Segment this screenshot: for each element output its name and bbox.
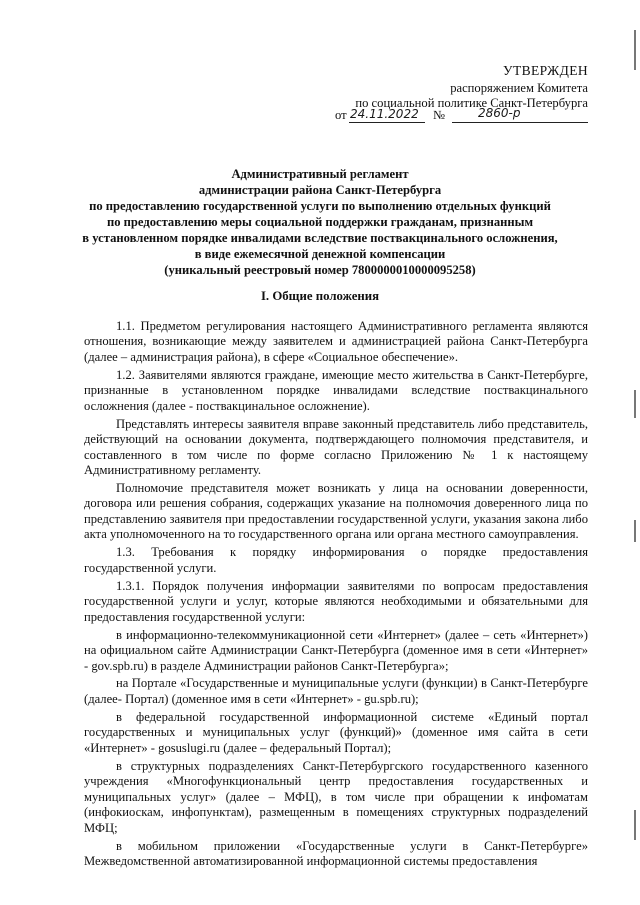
paragraph-portal: на Портале «Государственные и муниципальные услуги (функции) в Санкт-Петербурге (далее- Портал) (доменное имя в сети «Интернет» - gu.spb.ru); [84, 676, 588, 706]
paragraph-mobile-app: в мобильном приложении «Государственные услуги в Санкт-Петербурге» Межведомственной автоматизированной информационной системы предоставления [84, 838, 588, 868]
paragraph-federal-portal: в федеральной государственной информационной системе «Единый портал государственных и муниципальных услуг (функций)» (доменное имя сайта в сети «Интернет» - gosuslugi.ru (далее – федеральный Портал); [84, 709, 588, 755]
scan-edge-mark [634, 390, 636, 418]
paragraph-internet: в информационно-телекоммуникационной сети «Интернет» (далее – сеть «Интернет») на официальном сайте Администрации Санкт-Петербурга (доменное имя в сети «Интернет» - gov.spb.ru) в разделе Администрации районов Санкт-Петербурга»; [84, 627, 588, 673]
paragraph-1-1: 1.1. Предметом регулирования настоящего Административного регламента являются отношения, возникающие между заявителем и администрацией района Санкт-Петербурга (далее – администрация района), в сфере «Социальное обеспечение». [84, 319, 588, 364]
title-line-7: (уникальный реестровый номер 7800000010000095258) [164, 263, 476, 277]
scan-edge-mark [634, 30, 636, 70]
approval-title: УТВЕРЖДЕН [503, 63, 588, 78]
title-line-1: Административный регламент [231, 167, 409, 181]
title-line-3: по предоставлению государственной услуги по выполнению отдельных функций [89, 199, 551, 213]
title-line-4: по предоставлению меры социальной поддержки гражданам, признанным [106, 215, 534, 229]
document-body [84, 319, 588, 872]
approval-date-handwritten: 24.11.2022 [350, 107, 419, 121]
approval-line-2: по социальной политике Санкт-Петербурга [355, 96, 588, 110]
scan-edge-mark [634, 810, 636, 840]
paragraph-1-3: 1.3. Требования к порядку информирования о порядке предоставления государственной услуги. [84, 545, 588, 575]
document-title [40, 166, 600, 278]
approval-number-handwritten: 2860-р [478, 106, 521, 120]
paragraph-mfc: в структурных подразделениях Санкт-Петербургского государственного казенного учреждения «Многофункциональный центр предоставления государственных и муниципальных услуг» (далее – МФЦ), в том числе при обращении к инфоматам (инфокиоскам, инфопунктам), размещенным в помещениях структурных подразделений МФЦ; [84, 758, 588, 835]
number-prefix: № [433, 108, 446, 122]
paragraph-1-2: 1.2. Заявителями являются граждане, имеющие место жительства в Санкт-Петербурге, признанные в установленном порядке инвалидами вследствие поствакцинального осложнения (далее - поствакцинальное осложнение). [84, 367, 588, 413]
paragraph-representative: Представлять интересы заявителя вправе законный представитель либо представитель, действующий на основании документа, подтверждающего полномочия представителя, и составленного в том числе по форме согласно Приложению № 1 к настоящему Административному регламенту. [84, 416, 588, 478]
approval-block [355, 63, 588, 111]
date-prefix: от [335, 108, 347, 122]
title-line-6: в виде ежемесячной денежной компенсации [194, 247, 446, 261]
section-heading: I. Общие положения [260, 289, 380, 303]
scan-edge-mark [634, 520, 636, 542]
title-line-2: администрации района Санкт-Петербурга [198, 183, 442, 197]
paragraph-1-3-1: 1.3.1. Порядок получения информации заявителями по вопросам предоставления государственной услуги и услуг, которые являются необходимыми и обязательными для предоставления государственной услуги: [84, 578, 588, 624]
number-underline [452, 122, 588, 123]
date-underline [349, 122, 425, 123]
approval-line-1: распоряжением Комитета [450, 81, 588, 95]
title-line-5: в установленном порядке инвалидами вследствие поствакцинального осложнения, [82, 231, 558, 245]
paragraph-authority: Полномочие представителя может возникать у лица на основании доверенности, договора или решения собрания, содержащих указание на полномочия доверенного лица по представлению заявителя при предоставлении государственной услуги, указания закона либо акта уполномоченного на то государственного органа или органа местного самоуправления. [84, 481, 588, 542]
